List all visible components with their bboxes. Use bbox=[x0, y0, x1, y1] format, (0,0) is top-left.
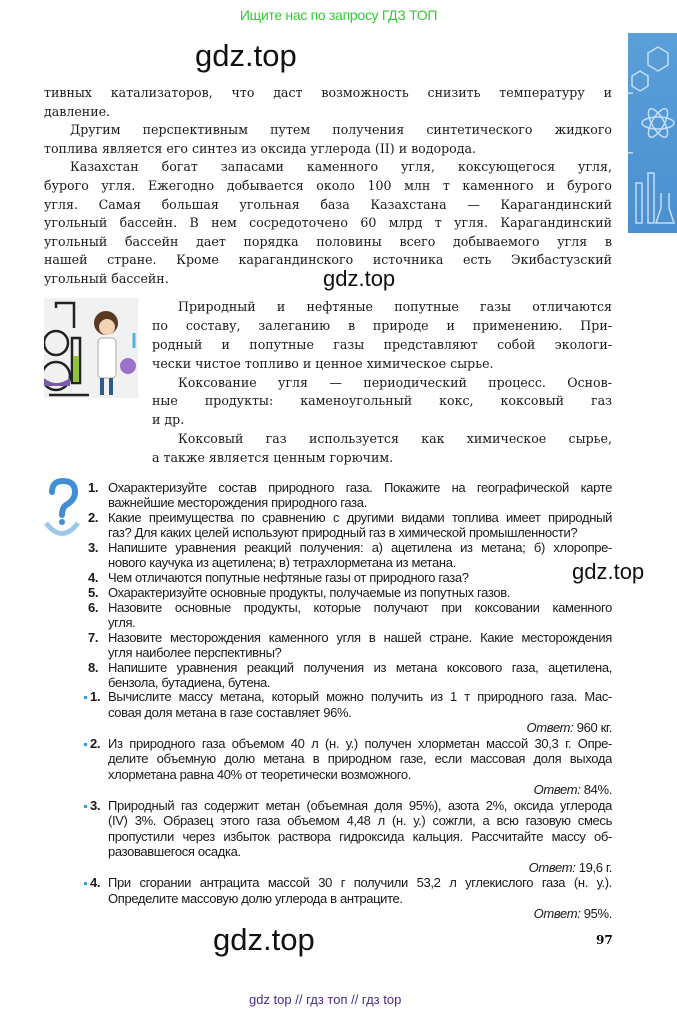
text-line: ные продукты: каменоугольный кокс, коксовый газ bbox=[152, 393, 612, 409]
search-banner: Ищите нас по запросу ГДЗ ТОП bbox=[239, 7, 438, 23]
answer-label: Ответ: bbox=[526, 720, 574, 735]
text-line: Назовите основные продукты, которые получают при коксовании каменного bbox=[108, 600, 612, 615]
text-line: пропустили через избыток раствора гидроксида кальция. Рассчитайте массу об- bbox=[108, 828, 612, 844]
chemist-illustration bbox=[44, 298, 138, 398]
bullet-icon bbox=[84, 696, 87, 699]
text-line: и др. bbox=[152, 412, 185, 428]
question-item bbox=[88, 480, 612, 510]
watermark: gdz.top bbox=[572, 559, 645, 584]
body-text-paragraph-2 bbox=[152, 298, 612, 468]
text-line: Какие преимущества по сравнению с другими видами топлива имеет природный bbox=[108, 510, 612, 525]
question-number: 2. bbox=[88, 510, 99, 525]
answer-value: 960 кг. bbox=[576, 720, 612, 735]
text-line: При сгорании антрацита массой 30 г получили 53,2 л углекислого газа (н. у.). bbox=[108, 875, 612, 890]
text-line: Природный газ содержит метан (объемная доля 95%), азота 2%, оксида углерода bbox=[108, 797, 612, 813]
answer bbox=[108, 782, 612, 798]
text-line: угля. Самая большая угольная база Казахстана — Карагандинский bbox=[44, 196, 612, 212]
problem-number: 1. bbox=[90, 689, 101, 704]
text-line: угольный бассейн. В нем сосредоточено 60 млрд т угля. Карагандинский bbox=[44, 215, 612, 231]
text-line: (IV) 3%. Образец этого газа объемом 4,48 л (н. у.) сожгли, а всю газовую смесь bbox=[108, 813, 612, 828]
body-text-paragraph-1 bbox=[44, 84, 612, 289]
review-questions-list bbox=[88, 480, 612, 690]
question-number: 6. bbox=[88, 600, 99, 615]
question-item bbox=[88, 585, 612, 600]
text-line: угля наиболее перспективны? bbox=[108, 645, 282, 660]
question-mark-icon bbox=[44, 478, 80, 542]
text-line: важнейшие месторождения природного газа. bbox=[108, 495, 367, 510]
text-line: Казахстан богат запасами каменного угля, коксующегося угля, bbox=[70, 159, 612, 175]
question-item bbox=[88, 570, 612, 585]
answer-label: Ответ: bbox=[533, 906, 581, 921]
text-line: по составу, залеганию в природе и применению. При- bbox=[152, 317, 612, 333]
text-line: давление. bbox=[44, 103, 111, 119]
text-line: Охарактеризуйте основные продукты, получаемые из попутных газов. bbox=[108, 585, 511, 600]
text-line: Чем отличаются попутные нефтяные газы от природного газа? bbox=[108, 570, 469, 585]
bullet-icon bbox=[84, 743, 87, 746]
text-line: Коксование угля — периодический процесс. Основ- bbox=[178, 374, 612, 390]
problem-number: 3. bbox=[90, 797, 101, 813]
text-line: хлорметана равна 40% от теоретически возможного. bbox=[108, 766, 412, 782]
text-line: а также является ценным горючим. bbox=[152, 450, 394, 466]
question-number: 1. bbox=[88, 480, 99, 495]
question-number: 4. bbox=[88, 570, 99, 585]
text-line: совая доля метана в газе составляет 96%. bbox=[108, 704, 352, 720]
text-line: Вычислите массу метана, который можно получить из 1 т природного газа. Мас- bbox=[108, 689, 612, 704]
answer-value: 95%. bbox=[583, 906, 612, 921]
text-line: газ? Для каких целей используют природный газ в химической промышленности? bbox=[108, 525, 578, 540]
text-line: угля. bbox=[108, 615, 136, 630]
problem-item bbox=[84, 736, 612, 798]
text-line: нашей стране. Кроме карагандинского источника есть Экибастузский bbox=[44, 252, 612, 268]
answer-label: Ответ: bbox=[533, 782, 581, 797]
question-number: 7. bbox=[88, 630, 99, 645]
bullet-icon bbox=[84, 805, 87, 808]
answer bbox=[108, 906, 612, 922]
question-item bbox=[88, 660, 612, 690]
answer bbox=[108, 860, 612, 876]
text-line: нового каучука из ацетилена; в) тетрахлорметана из метана. bbox=[108, 555, 456, 570]
problem-item bbox=[84, 875, 612, 922]
question-number: 5. bbox=[88, 585, 99, 600]
bullet-icon bbox=[84, 882, 87, 885]
text-line: Природный и нефтяные попутные газы отличаются bbox=[178, 299, 612, 314]
problems-list bbox=[84, 689, 612, 922]
footer-links: gdz top // гдз топ // гдз top bbox=[249, 992, 402, 1007]
answer bbox=[108, 720, 612, 736]
question-item bbox=[88, 600, 612, 630]
answer-value: 84%. bbox=[583, 782, 612, 797]
text-line: Коксовый газ используется как химическое сырье, bbox=[178, 431, 612, 447]
text-line: угольный бассейн. bbox=[44, 270, 169, 286]
text-line: Из природного газа объемом 40 л (н. у.) получен хлорметан массой 30,3 г. Опре- bbox=[108, 735, 612, 751]
question-number: 3. bbox=[88, 540, 99, 555]
text-line: Назовите месторождения каменного угля в нашей стране. Какие месторождения bbox=[108, 630, 612, 645]
problem-number: 4. bbox=[90, 875, 101, 890]
question-item bbox=[88, 540, 612, 570]
page-number: 97 bbox=[596, 933, 613, 947]
text-line: Определите массовую долю углерода в антраците. bbox=[108, 890, 403, 906]
text-line: Другим перспективным путем получения синтетического жидкого bbox=[70, 122, 612, 138]
problem-number: 2. bbox=[90, 735, 101, 751]
question-item bbox=[88, 630, 612, 660]
text-line: топлива является его синтез из оксида углерода (II) и водорода. bbox=[44, 140, 477, 156]
problem-item bbox=[84, 798, 612, 876]
text-line: Охарактеризуйте состав природного газа. Покажите на географической карте bbox=[108, 480, 612, 495]
watermark: gdz.top bbox=[195, 38, 297, 73]
text-line: бензола, бутадиена, бутена. bbox=[108, 675, 271, 690]
text-line: угольный бассейн дает порядка половины всего добываемого угля в bbox=[44, 233, 612, 249]
question-number: 8. bbox=[88, 660, 99, 675]
text-line: Напишите уравнения реакций получения: а) ацетилена из метана; б) хлоропре- bbox=[108, 540, 612, 555]
text-line: Напишите уравнения реакций получения из метана коксового газа, ацетилена, bbox=[108, 660, 612, 675]
answer-value: 19,6 г. bbox=[578, 859, 612, 875]
chemistry-decoration-image bbox=[628, 33, 677, 233]
text-line: чески чистое топливо и ценное химическое сырье. bbox=[152, 355, 494, 371]
problem-item bbox=[84, 689, 612, 736]
text-line: делите объемную долю метана в природном газе, если массовая доля выхода bbox=[108, 751, 612, 766]
watermark: gdz.top bbox=[213, 922, 315, 957]
text-line: бурого угля. Ежегодно добывается около 100 млн т каменного и бурого bbox=[44, 177, 612, 193]
watermark: gdz.top bbox=[323, 266, 396, 291]
text-line: тивных катализаторов, что даст возможность снизить температуру и bbox=[44, 85, 612, 100]
text-line: разовавшегося осадка. bbox=[108, 844, 241, 859]
text-line: родный и попутные газы представляют собой экологи- bbox=[152, 336, 612, 352]
question-item bbox=[88, 510, 612, 540]
answer-label: Ответ: bbox=[528, 859, 576, 875]
